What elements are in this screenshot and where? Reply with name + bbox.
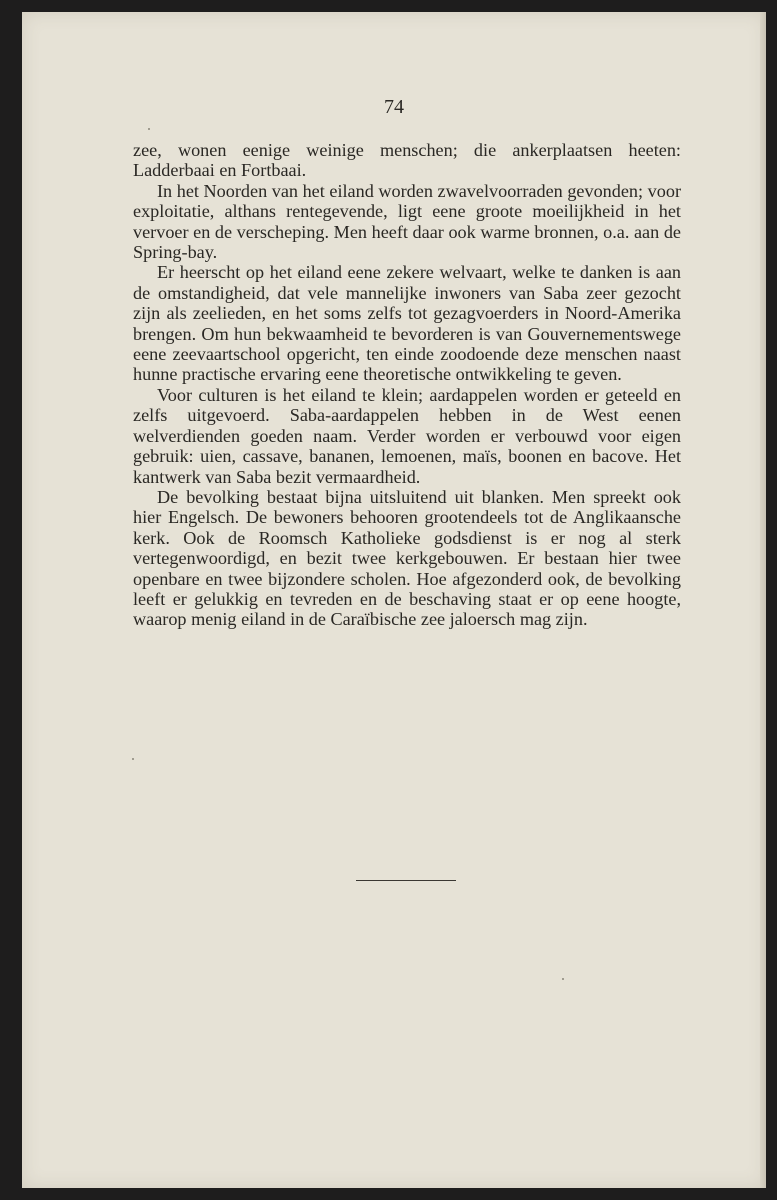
page-edge <box>760 12 766 1188</box>
section-end-rule <box>356 880 456 881</box>
paper-speck <box>148 128 150 130</box>
paragraph-2: In het Noorden van het eiland worden zwavelvoorraden gevonden; voor exploitatie, althans rentegevende, ligt eene groote moeilijkheid in het vervoer en de verscheping. Men heeft daar ook warme bronnen, o.a. aan de Spring-bay. <box>133 180 681 263</box>
paper-speck <box>132 758 134 760</box>
page-number: 74 <box>384 96 404 118</box>
book-page <box>22 12 766 1188</box>
body-text <box>133 140 681 630</box>
paragraph-3: Er heerscht op het eiland eene zekere welvaart, welke te danken is aan de omstandigheid, dat vele mannelijke inwoners van Saba zeer gezocht zijn als zeelieden, en het soms zelfs tot gezagvoerders in Noord-Amerika brengen. Om hun bekwaamheid te bevorderen is van Gouvernementswege eene zeevaartschool opgericht, ten einde zoodoende deze menschen naast hunne practische ervaring eene theoretische ontwikkeling te geven. <box>133 262 681 385</box>
paragraph-1: zee, wonen eenige weinige menschen; die ankerplaatsen heeten: Ladderbaai en Fortbaai. <box>133 140 681 181</box>
paragraph-4: Voor culturen is het eiland te klein; aardappelen worden er geteeld en zelfs uitgevoerd. Saba-aardappelen hebben in de West eenen welverdienden goeden naam. Verder worden er verbouwd voor eigen gebruik: uien, cassave, bananen, lemoenen, maïs, boonen en bacove. Het kantwerk van Saba bezit vermaardheid. <box>133 384 681 487</box>
paper-speck <box>562 978 564 980</box>
paragraph-5: De bevolking bestaat bijna uitsluitend uit blanken. Men spreekt ook hier Engelsch. De bewoners behooren grootendeels tot de Anglikaansche kerk. Ook de Roomsch Katholieke godsdienst is er nog al sterk vertegenwoordigd, en bezit twee kerkgebouwen. Er bestaan hier twee openbare en twee bijzondere scholen. Hoe afgezonderd ook, de bevolking leeft er gelukkig en tevreden en de beschaving staat er op eene hoogte, waarop menig eiland in de Caraïbische zee jaloersch mag zijn. <box>133 486 681 630</box>
